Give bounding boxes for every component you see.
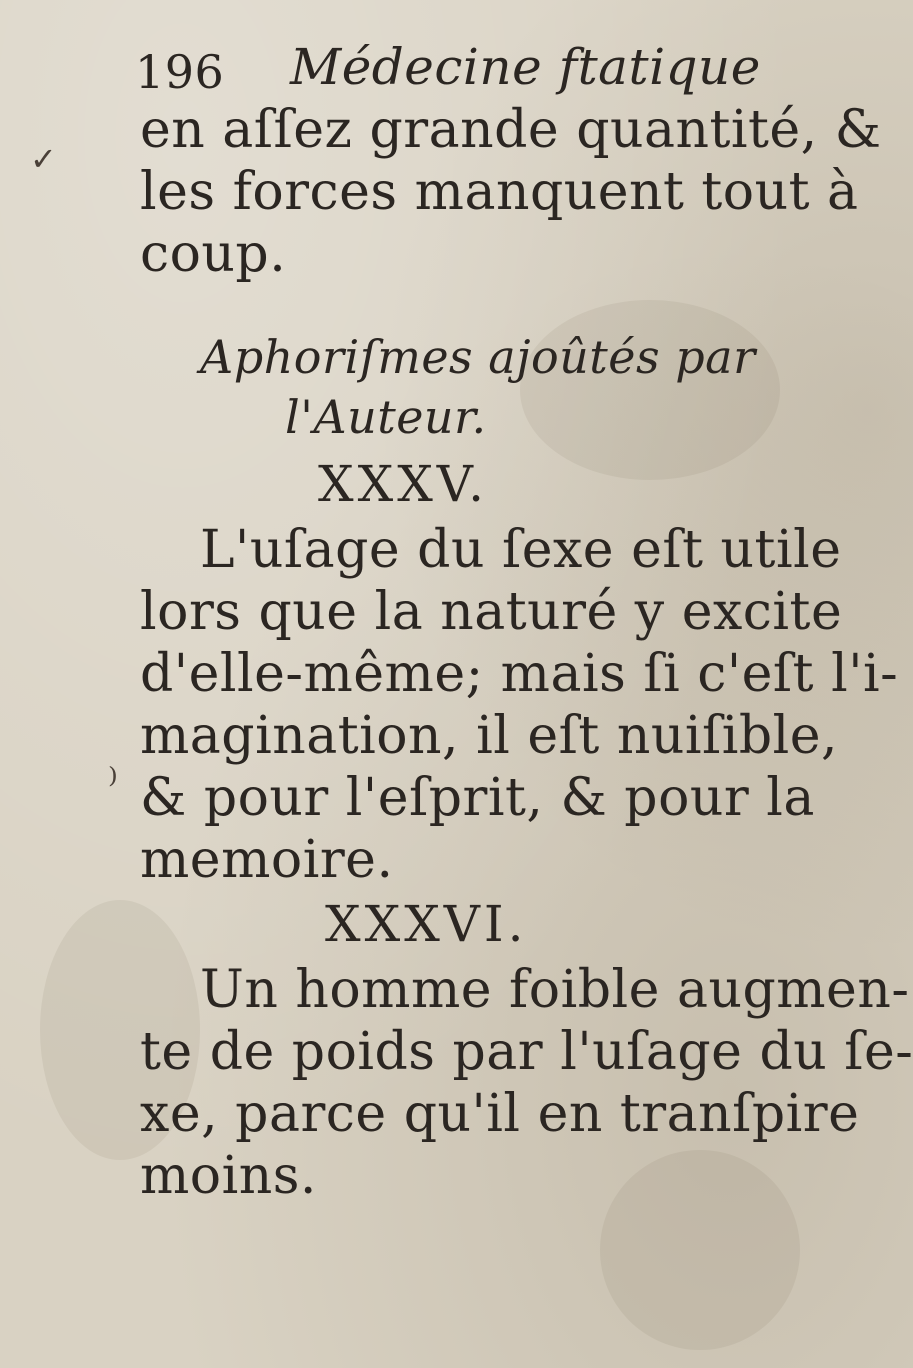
- text-line: Un homme foible augmen-: [200, 960, 910, 1020]
- margin-mark: ✓: [30, 140, 57, 178]
- text-line: lors que la naturé y excite: [140, 582, 843, 642]
- text-line: coup.: [140, 224, 287, 284]
- section-heading: Aphoriſmes ajoûtés par: [200, 330, 756, 384]
- section-heading-author: l'Auteur.: [285, 390, 487, 444]
- aphorism-number: XXXV.: [318, 455, 489, 513]
- running-title: Médecine ftatique: [290, 38, 761, 96]
- margin-mark: ⁾: [108, 760, 118, 806]
- page-number: 196: [135, 45, 225, 99]
- text-line: L'uſage du ſexe eſt utile: [200, 520, 842, 580]
- paper-stain: [600, 1150, 800, 1350]
- text-line: d'elle-même; mais ſi c'eſt l'i-: [140, 644, 899, 704]
- text-line: te de poids par l'uſage du ſe-: [140, 1022, 913, 1082]
- text-line: & pour l'eſprit, & pour la: [140, 768, 815, 828]
- paper-stain: [520, 300, 780, 480]
- text-line: xe, parce qu'il en tranſpire: [140, 1084, 860, 1144]
- text-line: en aſſez grande quantité, &: [140, 100, 882, 160]
- text-line: les forces manquent tout à: [140, 162, 859, 222]
- text-line: memoire.: [140, 830, 394, 890]
- aphorism-number: XXXVI.: [325, 895, 528, 953]
- text-line: moins.: [140, 1146, 317, 1206]
- text-line: magination, il eſt nuiſible,: [140, 706, 839, 766]
